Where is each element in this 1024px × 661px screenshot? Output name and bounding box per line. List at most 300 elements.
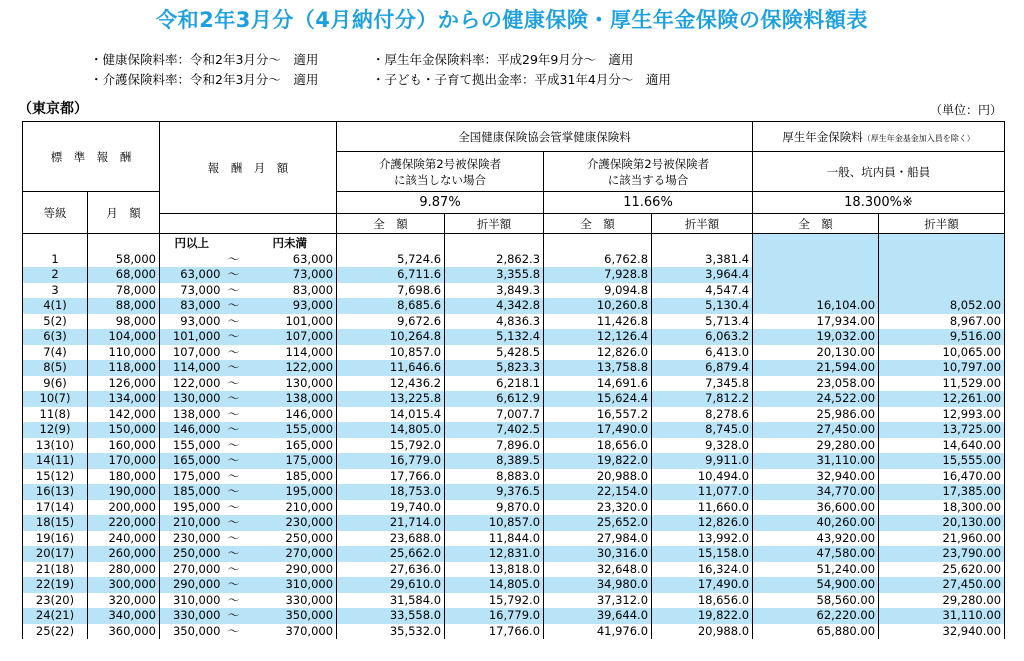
range-low-cell: 155,000: [160, 438, 224, 454]
health-full-cell: 10,264.8: [337, 329, 445, 345]
range-low-cell: 114,000: [160, 360, 224, 376]
range-high-cell: 330,000: [244, 593, 337, 609]
general-header: 一般、坑内員・船員: [753, 152, 1005, 192]
kyokai-header: 全国健康保険協会管掌健康保険料: [337, 122, 753, 152]
table-row: [23, 345, 1005, 361]
range-tilde-cell: ～: [224, 546, 244, 562]
range-tilde-cell: ～: [224, 608, 244, 624]
monthly-cell: 260,000: [88, 546, 160, 562]
health-full-cell: 23,688.0: [337, 531, 445, 547]
pension-full-cell: 31,110.00: [753, 453, 879, 469]
pension-full-cell: 25,986.00: [753, 407, 879, 423]
grade-cell: 4(1): [23, 298, 88, 314]
range-low-cell: 101,000: [160, 329, 224, 345]
range-low-cell: [160, 252, 224, 268]
pension-half-cell: 17,385.00: [879, 484, 1005, 500]
care-full-cell: 6,762.8: [544, 252, 652, 268]
health-half-cell: 4,342.8: [445, 298, 544, 314]
range-high-cell: 114,000: [244, 345, 337, 361]
pension-full-cell: [753, 283, 879, 299]
health-full-cell: 21,714.0: [337, 515, 445, 531]
care-full-cell: 39,644.0: [544, 608, 652, 624]
care-full-cell: 30,316.0: [544, 546, 652, 562]
monthly-cell: 360,000: [88, 624, 160, 640]
range-low-cell: 310,000: [160, 593, 224, 609]
health-full-cell: 31,584.0: [337, 593, 445, 609]
care-half-cell: 11,077.0: [652, 484, 753, 500]
health-full-cell: 18,753.0: [337, 484, 445, 500]
health-full-cell: 14,015.4: [337, 407, 445, 423]
range-high-cell: 310,000: [244, 577, 337, 593]
table-row: [23, 484, 1005, 500]
standard-header: 標 準 報 酬: [23, 122, 160, 192]
care-half-cell: 6,413.0: [652, 345, 753, 361]
range-low-cell: 138,000: [160, 407, 224, 423]
pension-half-cell: [879, 267, 1005, 283]
range-low-cell: 290,000: [160, 577, 224, 593]
grade-cell: 9(6): [23, 376, 88, 392]
care-half-cell: 18,656.0: [652, 593, 753, 609]
care-half-cell: 9,911.0: [652, 453, 753, 469]
monthly-cell: 240,000: [88, 531, 160, 547]
range-low-cell: 107,000: [160, 345, 224, 361]
care-half-cell: 7,345.8: [652, 376, 753, 392]
range-tilde-cell: ～: [227, 282, 240, 297]
range-high-cell: 185,000: [244, 469, 337, 485]
pension-full-cell: 51,240.00: [753, 562, 879, 578]
care-half-cell: 20,988.0: [652, 624, 753, 640]
health-half-cell: 9,376.5: [445, 484, 544, 500]
care-full-cell: 7,928.8: [544, 267, 652, 283]
health-half-cell: 17,766.0: [445, 624, 544, 640]
table-row: [23, 453, 1005, 469]
monthly-cell: 58,000: [88, 252, 160, 268]
monthly-cell: 134,000: [88, 391, 160, 407]
premium-table: [22, 121, 1005, 639]
table-row: [23, 469, 1005, 485]
care-full-cell: 25,652.0: [544, 515, 652, 531]
range-tilde-cell: ～: [227, 344, 240, 359]
pension-half-cell: 25,620.00: [879, 562, 1005, 578]
range-tilde-cell: ～: [224, 391, 244, 407]
health-half-cell: 16,779.0: [445, 608, 544, 624]
care-full-cell: 34,980.0: [544, 577, 652, 593]
care-half-cell: 3,381.4: [652, 252, 753, 268]
table-row: [23, 376, 1005, 392]
grade-cell: 17(14): [23, 500, 88, 516]
care-half-cell: 11,660.0: [652, 500, 753, 516]
range-tilde-cell: ～: [227, 437, 240, 452]
grade-cell: 15(12): [23, 469, 88, 485]
pension-half-cell: [879, 283, 1005, 299]
health-half-cell: 5,428.5: [445, 345, 544, 361]
range-tilde-cell: ～: [224, 515, 244, 531]
health-half-cell: 5,132.4: [445, 329, 544, 345]
range-high-cell: 130,000: [244, 376, 337, 392]
table-row: [23, 515, 1005, 531]
grade-cell: 13(10): [23, 438, 88, 454]
table-row: [23, 500, 1005, 516]
table-row: [23, 329, 1005, 345]
table-row: [23, 624, 1005, 640]
page-title: 令和2年3月分（4月納付分）からの健康保険・厚生年金保険の保険料額表: [156, 8, 868, 32]
grade-header: 等級: [23, 192, 88, 234]
health-half-cell: 2,862.3: [445, 252, 544, 268]
health-half-cell: 8,883.0: [445, 469, 544, 485]
pension-full-cell: 24,522.00: [753, 391, 879, 407]
grade-cell: 19(16): [23, 531, 88, 547]
pension-half-cell: 21,960.00: [879, 531, 1005, 547]
pension-half-cell: 18,300.00: [879, 500, 1005, 516]
table-row: [23, 562, 1005, 578]
health-half-cell: 9,870.0: [445, 500, 544, 516]
care-half-cell: 17,490.0: [652, 577, 753, 593]
care-full-cell: 22,154.0: [544, 484, 652, 500]
health-full-cell: 33,558.0: [337, 608, 445, 624]
health-full-cell: 5,724.6: [337, 252, 445, 268]
monthly-cell: 300,000: [88, 577, 160, 593]
range-tilde-cell: ～: [224, 298, 244, 314]
c-half-header: 折半額: [652, 214, 753, 234]
range-tilde-cell: ～: [227, 375, 240, 390]
rate-pension: 18.300%※: [753, 192, 1005, 214]
monthly-cell: 98,000: [88, 314, 160, 330]
range-high-cell: 210,000: [244, 500, 337, 516]
grade-cell: 23(20): [23, 593, 88, 609]
grade-cell: 11(8): [23, 407, 88, 423]
range-low-cell: 165,000: [160, 453, 224, 469]
care-half-cell: 5,713.4: [652, 314, 753, 330]
range-high-cell: 122,000: [244, 360, 337, 376]
range-high-cell: 350,000: [244, 608, 337, 624]
health-full-cell: 16,779.0: [337, 453, 445, 469]
care-full-cell: 10,260.8: [544, 298, 652, 314]
pension-full-cell: 58,560.00: [753, 593, 879, 609]
monthly-cell: 78,000: [88, 283, 160, 299]
range-tilde-cell: ～: [227, 251, 240, 266]
health-half-cell: 13,818.0: [445, 562, 544, 578]
c-full-header: 全 額: [544, 214, 652, 234]
health-half-cell: 11,844.0: [445, 531, 544, 547]
range-tilde-cell: ～: [224, 484, 244, 500]
monthly-cell: 170,000: [88, 453, 160, 469]
pension-full-cell: 19,032.00: [753, 329, 879, 345]
monthly-cell: 220,000: [88, 515, 160, 531]
pension-full-cell: 34,770.00: [753, 484, 879, 500]
health-full-cell: 9,672.6: [337, 314, 445, 330]
care-half-cell: 8,278.6: [652, 407, 753, 423]
grade-cell: 8(5): [23, 360, 88, 376]
monthly-cell: 110,000: [88, 345, 160, 361]
health-full-cell: 17,766.0: [337, 469, 445, 485]
monthly-cell: 340,000: [88, 608, 160, 624]
range-high-cell: 107,000: [244, 329, 337, 345]
range-tilde-cell: ～: [227, 499, 240, 514]
pension-half-cell: 31,110.00: [879, 608, 1005, 624]
health-half-cell: 3,849.3: [445, 283, 544, 299]
pension-full-cell: 62,220.00: [753, 608, 879, 624]
care-full-cell: 16,557.2: [544, 407, 652, 423]
range-low-cell: 93,000: [160, 314, 224, 330]
remuneration-header: 報 酬 月 額: [160, 122, 337, 214]
pension-full-cell: 23,058.00: [753, 376, 879, 392]
monthly-cell: 68,000: [88, 267, 160, 283]
pension-half-cell: 10,797.00: [879, 360, 1005, 376]
grade-cell: 7(4): [23, 345, 88, 361]
yen-under-label: 円未満: [244, 234, 337, 252]
care-half-cell: 7,812.2: [652, 391, 753, 407]
care-half-cell: 6,063.2: [652, 329, 753, 345]
range-low-cell: 195,000: [160, 500, 224, 516]
grade-cell: 14(11): [23, 453, 88, 469]
monthly-cell: 126,000: [88, 376, 160, 392]
range-low-cell: 250,000: [160, 546, 224, 562]
grade-cell: 5(2): [23, 314, 88, 330]
health-full-cell: 8,685.6: [337, 298, 445, 314]
table-row: [23, 283, 1005, 299]
grade-cell: 24(21): [23, 608, 88, 624]
health-full-cell: 25,662.0: [337, 546, 445, 562]
range-tilde-cell: ～: [227, 561, 240, 576]
grade-cell: 12(9): [23, 422, 88, 438]
care-full-cell: 13,758.8: [544, 360, 652, 376]
care-rate-note: ・介護保険料率：令和2年3月分～ 適用: [90, 72, 319, 87]
health-full-cell: 12,436.2: [337, 376, 445, 392]
health-full-cell: 13,225.8: [337, 391, 445, 407]
grade-cell: 18(15): [23, 515, 88, 531]
health-half-cell: 15,792.0: [445, 593, 544, 609]
health-full-cell: 7,698.6: [337, 283, 445, 299]
range-tilde-cell: ～: [227, 313, 240, 328]
range-high-cell: 290,000: [244, 562, 337, 578]
range-low-cell: 270,000: [160, 562, 224, 578]
health-half-cell: 3,355.8: [445, 267, 544, 283]
range-low-cell: 73,000: [160, 283, 224, 299]
pension-full-cell: 54,900.00: [753, 577, 879, 593]
range-low-cell: 146,000: [160, 422, 224, 438]
unit-label: （単位：円）: [929, 103, 1002, 117]
range-high-cell: 63,000: [244, 252, 337, 268]
pension-half-cell: 12,261.00: [879, 391, 1005, 407]
care-half-cell: 16,324.0: [652, 562, 753, 578]
care-full-cell: 12,126.4: [544, 329, 652, 345]
range-high-cell: 101,000: [244, 314, 337, 330]
range-high-cell: 165,000: [244, 438, 337, 454]
health-full-cell: 27,636.0: [337, 562, 445, 578]
grade-cell: 21(18): [23, 562, 88, 578]
table-header: [23, 122, 1005, 252]
pension-half-cell: 14,640.00: [879, 438, 1005, 454]
range-high-cell: 370,000: [244, 624, 337, 640]
health-full-cell: 11,646.6: [337, 360, 445, 376]
pension-full-cell: 17,934.00: [753, 314, 879, 330]
health-half-cell: 10,857.0: [445, 515, 544, 531]
grade-cell: 3: [23, 283, 88, 299]
health-half-cell: 8,389.5: [445, 453, 544, 469]
pension-half-cell: 16,470.00: [879, 469, 1005, 485]
table-row: [23, 422, 1005, 438]
table-row: [23, 314, 1005, 330]
yen-over-label: 円以上: [160, 234, 224, 252]
range-high-cell: 195,000: [244, 484, 337, 500]
table-row: [23, 608, 1005, 624]
monthly-cell: 190,000: [88, 484, 160, 500]
pension-half-cell: 13,725.00: [879, 422, 1005, 438]
range-high-cell: 138,000: [244, 391, 337, 407]
range-tilde-cell: ～: [224, 422, 244, 438]
pension-full-cell: 40,260.00: [753, 515, 879, 531]
h-full-header: 全 額: [337, 214, 445, 234]
care-half-cell: 10,494.0: [652, 469, 753, 485]
health-half-cell: 7,402.5: [445, 422, 544, 438]
table-row: [23, 593, 1005, 609]
range-high-cell: 93,000: [244, 298, 337, 314]
monthly-header: 月 額: [88, 192, 160, 234]
care-half-cell: 6,879.4: [652, 360, 753, 376]
grade-cell: 16(13): [23, 484, 88, 500]
pension-full-cell: [753, 267, 879, 283]
range-low-cell: 63,000: [160, 267, 224, 283]
table-row: [23, 531, 1005, 547]
range-tilde-cell: ～: [227, 530, 240, 545]
pension-half-cell: 8,967.00: [879, 314, 1005, 330]
pension-full-cell: 29,280.00: [753, 438, 879, 454]
monthly-cell: 160,000: [88, 438, 160, 454]
pension-full-cell: 16,104.00: [753, 298, 879, 314]
range-low-cell: 185,000: [160, 484, 224, 500]
range-low-cell: 330,000: [160, 608, 224, 624]
health-full-cell: 19,740.0: [337, 500, 445, 516]
care-full-cell: 9,094.8: [544, 283, 652, 299]
pension-half-cell: 32,940.00: [879, 624, 1005, 640]
care-full-cell: 11,426.8: [544, 314, 652, 330]
table-row: [23, 546, 1005, 562]
care-half-cell: 19,822.0: [652, 608, 753, 624]
care-half-cell: 12,826.0: [652, 515, 753, 531]
table-row: [23, 438, 1005, 454]
grade-cell: 22(19): [23, 577, 88, 593]
monthly-cell: 180,000: [88, 469, 160, 485]
care-full-cell: 37,312.0: [544, 593, 652, 609]
monthly-cell: 118,000: [88, 360, 160, 376]
pension-half-cell: 15,555.00: [879, 453, 1005, 469]
health-half-cell: 6,612.9: [445, 391, 544, 407]
health-full-cell: 14,805.0: [337, 422, 445, 438]
care-full-cell: 19,822.0: [544, 453, 652, 469]
table-row: [23, 407, 1005, 423]
monthly-cell: 280,000: [88, 562, 160, 578]
region-label: （東京都）: [18, 101, 88, 117]
pension-half-cell: 9,516.00: [879, 329, 1005, 345]
range-tilde-cell: ～: [224, 453, 244, 469]
pension-full-cell: 21,594.00: [753, 360, 879, 376]
care-full-cell: 20,988.0: [544, 469, 652, 485]
table-row: [23, 298, 1005, 314]
health-half-cell: 7,007.7: [445, 407, 544, 423]
health-half-cell: 6,218.1: [445, 376, 544, 392]
health-half-cell: 5,823.3: [445, 360, 544, 376]
care-half-cell: 8,745.0: [652, 422, 753, 438]
care-half-cell: 13,992.0: [652, 531, 753, 547]
table-row: [23, 577, 1005, 593]
pension-header: [753, 122, 1005, 152]
with-care-header: 介護保険第2号被保険者 に該当する場合: [544, 152, 753, 192]
pension-full-cell: 27,450.00: [753, 422, 879, 438]
care-full-cell: 15,624.4: [544, 391, 652, 407]
pension-half-cell: 20,130.00: [879, 515, 1005, 531]
health-full-cell: 15,792.0: [337, 438, 445, 454]
range-high-cell: 155,000: [244, 422, 337, 438]
care-half-cell: 9,328.0: [652, 438, 753, 454]
range-tilde-cell: ～: [227, 468, 240, 483]
pension-full-cell: 43,920.00: [753, 531, 879, 547]
health-half-cell: 7,896.0: [445, 438, 544, 454]
pension-half-cell: 27,450.00: [879, 577, 1005, 593]
care-full-cell: 32,648.0: [544, 562, 652, 578]
grade-cell: 25(22): [23, 624, 88, 640]
pension-header-label: 厚生年金保険料: [782, 129, 863, 144]
pension-half-cell: 11,529.00: [879, 376, 1005, 392]
pension-full-cell: [753, 252, 879, 268]
monthly-cell: 320,000: [88, 593, 160, 609]
table-row: [23, 360, 1005, 376]
p-half-header: 折半額: [879, 214, 1005, 234]
pension-full-cell: 20,130.00: [753, 345, 879, 361]
health-full-cell: 10,857.0: [337, 345, 445, 361]
range-tilde-cell: ～: [224, 360, 244, 376]
health-full-cell: 35,532.0: [337, 624, 445, 640]
range-high-cell: 146,000: [244, 407, 337, 423]
health-rate-note: ・健康保険料率：令和2年3月分～ 適用: [90, 52, 319, 67]
grade-cell: 1: [23, 252, 88, 268]
care-half-cell: 15,158.0: [652, 546, 753, 562]
pension-half-cell: 29,280.00: [879, 593, 1005, 609]
care-full-cell: 27,984.0: [544, 531, 652, 547]
p-full-header: 全 額: [753, 214, 879, 234]
table-row: [23, 252, 1005, 268]
health-full-cell: 29,610.0: [337, 577, 445, 593]
range-high-cell: 230,000: [244, 515, 337, 531]
care-half-cell: 5,130.4: [652, 298, 753, 314]
grade-cell: 6(3): [23, 329, 88, 345]
pension-full-cell: 47,580.00: [753, 546, 879, 562]
range-low-cell: 210,000: [160, 515, 224, 531]
range-low-cell: 83,000: [160, 298, 224, 314]
care-full-cell: 18,656.0: [544, 438, 652, 454]
no-care-header: 介護保険第2号被保険者 に該当しない場合: [337, 152, 544, 192]
pension-full-cell: 65,880.00: [753, 624, 879, 640]
pension-rate-note: ・厚生年金保険料率：平成29年9月分～ 適用: [372, 52, 634, 67]
table-row: [23, 391, 1005, 407]
range-tilde-cell: ～: [224, 329, 244, 345]
monthly-cell: 150,000: [88, 422, 160, 438]
range-tilde-cell: ～: [227, 592, 240, 607]
range-tilde-cell: ～: [227, 406, 240, 421]
monthly-cell: 88,000: [88, 298, 160, 314]
care-full-cell: 14,691.6: [544, 376, 652, 392]
care-half-cell: 3,964.4: [652, 267, 753, 283]
pension-half-cell: 12,993.00: [879, 407, 1005, 423]
monthly-cell: 142,000: [88, 407, 160, 423]
grade-cell: 20(17): [23, 546, 88, 562]
pension-header-note: （厚生年金基金加入員を除く）: [862, 133, 975, 143]
range-low-cell: 350,000: [160, 624, 224, 640]
range-tilde-cell: ～: [224, 577, 244, 593]
range-high-cell: 270,000: [244, 546, 337, 562]
pension-full-cell: 36,600.00: [753, 500, 879, 516]
rate-with-care: 11.66%: [544, 192, 753, 214]
range-high-cell: 73,000: [244, 267, 337, 283]
